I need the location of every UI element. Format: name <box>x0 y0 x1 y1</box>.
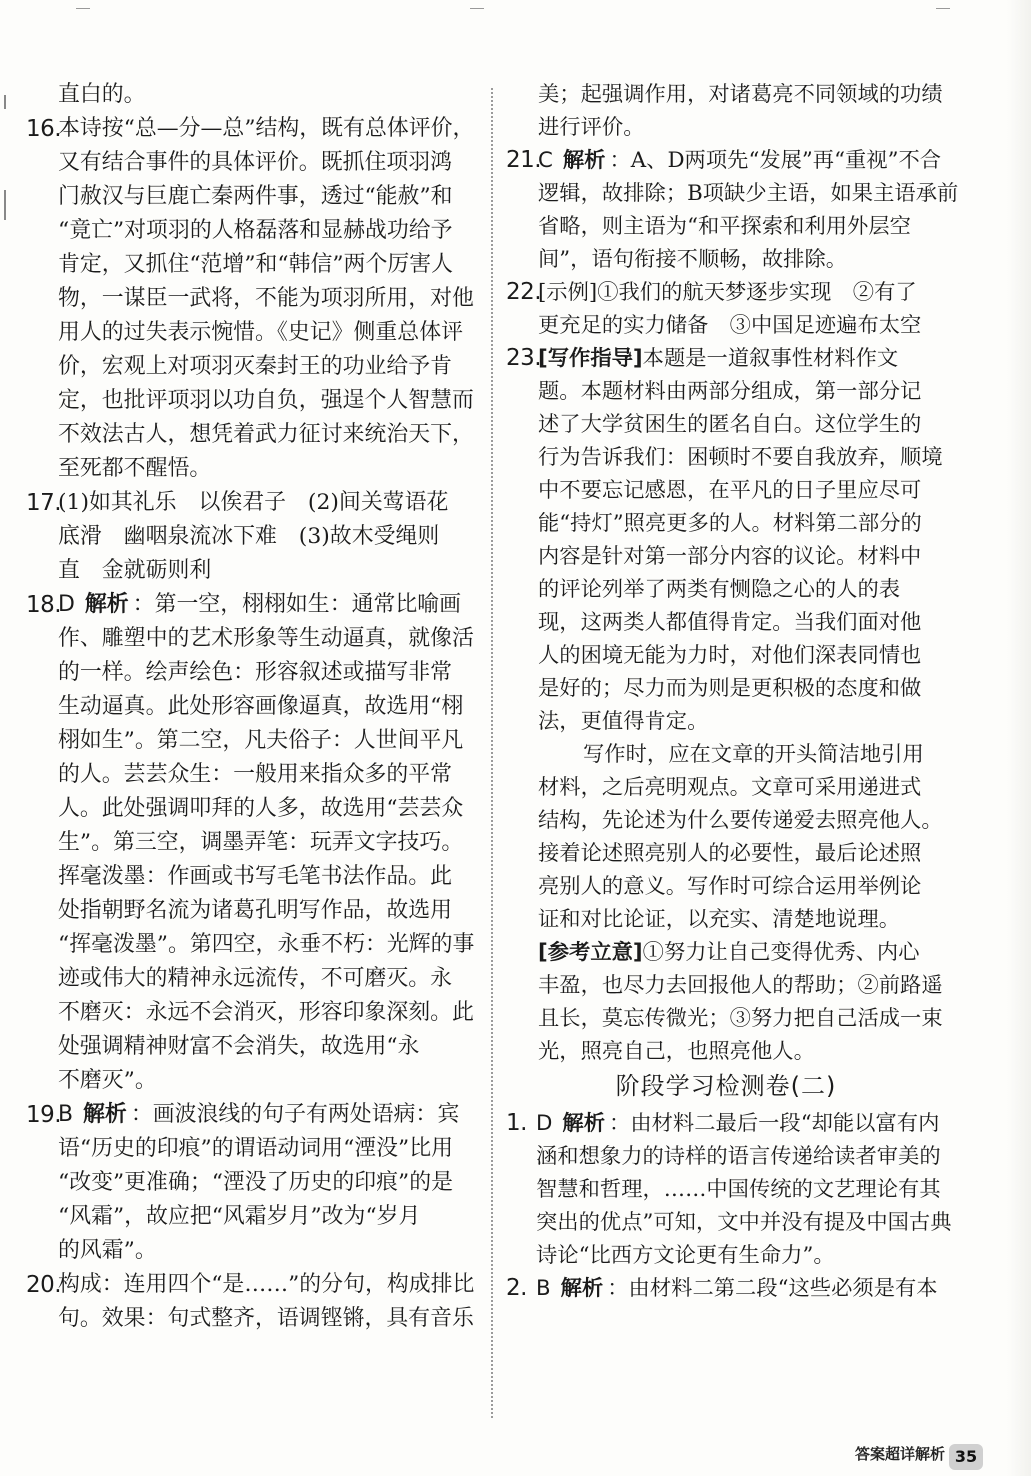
answer-23 <box>506 342 946 738</box>
footer-label: 答案超详解析 <box>854 1445 945 1463</box>
text-line: 能“持灯”照亮更多的人。材料第二部分的 <box>538 511 922 536</box>
text-line: 定，也批评项羽以功自负，强逞个人智慧而 <box>58 388 474 413</box>
text-line: 作、雕塑中的艺术形象等生动逼真，就像活 <box>58 626 474 651</box>
writing-paragraph <box>506 738 946 936</box>
text-line: 用人的过失表示惋惜。《史记》侧重总体评 <box>58 320 463 345</box>
text-line: 由材料二第二段“这些必须是有本 <box>628 1276 938 1301</box>
reference-label: [参考立意] <box>538 940 643 965</box>
text-line: 中不要忘记感恩，在平凡的日子里应尽可 <box>538 478 922 503</box>
text-line: 处指朝野名流为诸葛孔明写作品，故选用 <box>58 898 453 923</box>
text-line: 人的困境无能为力时，对他们深表同情也 <box>538 643 922 668</box>
text-line: 述了大学贫困生的匿名自白。这位学生的 <box>538 412 922 437</box>
section-title: 阶段学习检测卷(二) <box>615 1072 837 1100</box>
text-line: 物，一谋臣一武将，不能为项羽所用，对他 <box>58 286 474 311</box>
text-line: [示例]①我们的航天梦逐步实现 ②有了 <box>538 280 917 305</box>
text-line: “竟亡”对项羽的人格磊落和显赫战功给予 <box>58 218 453 243</box>
crop-mark <box>76 8 90 9</box>
answer-19: 19. B 解析 ：画波浪线的句子有两处语病：宾 语“历史的印痕”的谓语动词用“湮没”比用 “改变”更准确；“湮没了历史的印痕”的是 “风霜”，故应把“风霜岁月”改为“岁月 的风霜”。 <box>26 1098 478 1268</box>
analysis-label: 解析 <box>560 1276 604 1301</box>
question-number: 22. <box>506 279 542 305</box>
left-column <box>26 78 478 1336</box>
text-line: 突出的优点”可知，文中并没有提及中国古典 <box>536 1210 952 1235</box>
text-line: 且长，莫忘传微光；③努力把自己活成一束 <box>538 1006 943 1031</box>
text-line: 直白的。 <box>58 82 146 107</box>
text-line: 题。本题材料由两部分组成，第一部分记 <box>538 379 922 404</box>
text-line: 由材料二最后一段“却能以富有内 <box>630 1111 940 1136</box>
text-line: (1)如其礼乐 以俟君子 (2)间关莺语花 <box>58 490 449 515</box>
answer-16 <box>26 112 478 486</box>
question-number: 1. <box>506 1110 527 1136</box>
text-line: 接着论述照亮别人的必要性，最后论述照 <box>538 841 922 866</box>
question-number: 21. <box>506 147 542 173</box>
text-line: 挥毫泼墨：作画或书写毛笔书法作品。此 <box>58 864 453 889</box>
text-line: 间”，语句衔接不顺畅，故排除。 <box>538 247 848 272</box>
answer-choice: B <box>536 1276 551 1301</box>
answer-18: 18. D 解析 ：第一空，栩栩如生：通常比喻画 作、雕塑中的艺术形象等生动逼真，就像活 的一样。绘声绘色：形容叙述或描写非常 生动逼真。此处形容画像逼真，故选用“栩 栩如生”。第二空，凡夫俗子：人世间平凡 的人。芸芸众生：一般用来指众多的平常 人。此处强调叩拜的人多，故选用“芸芸众 生”。第三空，调墨弄笔：玩弄文字技巧。 挥毫泼墨：作画或书写毛笔书法作品。此 处指朝野名流为诸葛孔明写作品，故选用 “挥毫泼墨”。第四空，永垂不朽：光辉的事 迹或伟大的精神永远流传，不可磨灭。永 不磨灭：永远不会消灭，形容印象深刻。此 处强调精神财富不会消失，故选用“永 不磨灭”。 <box>26 588 478 1098</box>
text-line: 生动逼真。此处形容画像逼真，故选用“栩 <box>58 694 464 719</box>
answer-choice: D <box>58 592 75 617</box>
text-line: 诗论“比西方文论更有生命力”。 <box>536 1243 835 1268</box>
text-line: 本题是一道叙事性材料作文 <box>642 346 899 371</box>
question-number: 23. <box>506 345 542 371</box>
answer-22 <box>506 276 946 342</box>
answer-choice: C <box>538 148 553 173</box>
text-line: 的人。芸芸众生：一般用来指众多的平常 <box>58 762 453 787</box>
answer-20 <box>26 1268 478 1336</box>
text-line: 不效法古人，想凭着武力征讨来统治天下， <box>58 422 474 447</box>
text-line: 至死都不醒悟。 <box>58 456 212 481</box>
analysis-label: 解析 <box>84 592 129 617</box>
text-line: 构成：连用四个“是……”的分句，构成排比 <box>58 1272 475 1297</box>
text-line: 语“历史的印痕”的谓语动词用“湮没”比用 <box>58 1136 454 1161</box>
continued-text <box>506 78 946 144</box>
text-line: 是好的；尽力而为则是更积极的态度和做 <box>538 676 922 701</box>
text-line: 内容是针对第一部分内容的议论。材料中 <box>538 544 922 569</box>
text-line: A、D两项先“发展”再“重视”不合 <box>630 148 942 173</box>
text-line: “挥毫泼墨”。第四空，永垂不朽：光辉的事 <box>58 932 475 957</box>
answer-21: 21. C 解析 ：A、D两项先“发展”再“重视”不合 逻辑，故排除；B项缺少主语，如果主语承前 省略，则主语为“和平探索和利用外层空 间”，语句衔接不顺畅，故排除。 <box>506 144 946 276</box>
answer-17 <box>26 486 478 588</box>
answer-choice: D <box>536 1111 553 1136</box>
text-line: ①努力让自己变得优秀、内心 <box>642 940 920 965</box>
text-line: 底滑 幽咽泉流冰下难 (3)故木受绳则 <box>58 524 440 549</box>
writing-guide-label: [写作指导] <box>538 346 643 371</box>
analysis-label: 解析 <box>83 1102 127 1127</box>
text-line: 迹或伟大的精神永远流传，不可磨灭。永 <box>58 966 453 991</box>
binding-mark <box>4 95 6 109</box>
text-line: 不磨灭：永远不会消灭，形容印象深刻。此 <box>58 1000 474 1025</box>
analysis-label: 解析 <box>562 148 606 173</box>
text-line: 价，宏观上对项羽灭秦封王的功业给予肯 <box>58 354 453 379</box>
text-line: 画波浪线的句子有两处语病：宾 <box>152 1102 460 1127</box>
text-line: 丰盈，也尽力去回报他人的帮助；②前路遥 <box>538 973 943 998</box>
text-line: 人。此处强调叩拜的人多，故选用“芸芸众 <box>58 796 464 821</box>
text-line: 栩如生”。第二空，凡夫俗子：人世间平凡 <box>58 728 464 753</box>
reference-theme <box>506 936 946 1068</box>
binding-mark <box>4 190 6 220</box>
text-line: 门赦汉与巨鹿亡秦两件事，透过“能赦”和 <box>58 184 453 209</box>
text-line: 智慧和哲理，……中国传统的文艺理论有其 <box>536 1177 941 1202</box>
answer-2: 2. B 解析 ：由材料二第二段“这些必须是有本 <box>506 1272 946 1305</box>
text-line: 不磨灭”。 <box>58 1068 157 1093</box>
text-line: 证和对比论证，以充实、清楚地说理。 <box>538 907 901 932</box>
text-line: 生”。第三空，调墨弄笔：玩弄文字技巧。 <box>58 830 464 855</box>
text-line: 第一空，栩栩如生：通常比喻画 <box>154 592 462 617</box>
question-number: 17. <box>26 490 62 516</box>
text-line: 进行评价。 <box>538 115 645 140</box>
page-edge-shadow <box>1007 0 1031 1476</box>
text-line: “风霜”，故应把“风霜岁月”改为“岁月 <box>58 1204 421 1229</box>
answer-1: 1. D 解析 ：由材料二最后一段“却能以富有内 涵和想象力的诗样的语言传递给读者审美的 智慧和哲理，……中国传统的文艺理论有其 突出的优点”可知，文中并没有提及中国古典 诗论“比西方文论更有生命力”。 <box>506 1107 946 1272</box>
text-line: 材料，之后亮明观点。文章可采用递进式 <box>538 775 922 800</box>
question-number: 16. <box>26 116 62 142</box>
crop-mark <box>470 8 484 9</box>
column-divider <box>491 88 493 1418</box>
text-line: 直 金就砺则利 <box>58 558 212 583</box>
text-line: 的评论列举了两类有恻隐之心的人的表 <box>538 577 901 602</box>
text-line: 肯定，又抓住“范增”和“韩信”两个厉害人 <box>58 252 454 277</box>
text-line: 又有结合事件的具体评价。既抓住项羽鸿 <box>58 150 453 175</box>
text-line: 写作时，应在文章的开头简洁地引用 <box>583 742 924 767</box>
text-line: 法，更值得肯定。 <box>538 709 709 734</box>
text-line: “改变”更准确；“湮没了历史的印痕”的是 <box>58 1170 454 1195</box>
answer-choice: B <box>58 1102 74 1127</box>
text-line: 的一样。绘声绘色：形容叙述或描写非常 <box>58 660 453 685</box>
text-line: 光，照亮自己，也照亮他人。 <box>538 1039 815 1064</box>
question-number: 2. <box>506 1275 527 1301</box>
text-line: 省略，则主语为“和平探索和利用外层空 <box>538 214 911 239</box>
text-line: 结构，先论述为什么要传递爱去照亮他人。 <box>538 808 943 833</box>
text-line: 亮别人的意义。写作时可综合运用举例论 <box>538 874 922 899</box>
question-number: 19. <box>26 1102 62 1128</box>
text-line: 美；起强调作用，对诸葛亮不同领域的功绩 <box>538 82 943 107</box>
text-line: 更充足的实力储备 ③中国足迹遍布太空 <box>538 313 922 338</box>
question-number: 20. <box>26 1272 62 1298</box>
text-line: 的风霜”。 <box>58 1238 157 1263</box>
crop-mark <box>936 8 950 9</box>
question-number: 18. <box>26 592 62 618</box>
analysis-label: 解析 <box>562 1111 606 1136</box>
text-line: 本诗按“总—分—总”结构，既有总体评价， <box>58 116 475 141</box>
text-line: 句。效果：句式整齐，语调铿锵，具有音乐 <box>58 1306 474 1331</box>
text-line: 逻辑，故排除；B项缺少主语，如果主语承前 <box>538 181 959 206</box>
text-line: 现，这两类人都值得肯定。当我们面对他 <box>538 610 922 635</box>
text-line: 涵和想象力的诗样的语言传递给读者审美的 <box>536 1144 941 1169</box>
continued-text <box>26 78 478 112</box>
text-line: 行为告诉我们：困顿时不要自我放弃，顺境 <box>538 445 943 470</box>
page-number: 35 <box>949 1444 983 1470</box>
right-column <box>506 78 959 1305</box>
text-line: 处强调精神财富不会消失，故选用“永 <box>58 1034 420 1059</box>
